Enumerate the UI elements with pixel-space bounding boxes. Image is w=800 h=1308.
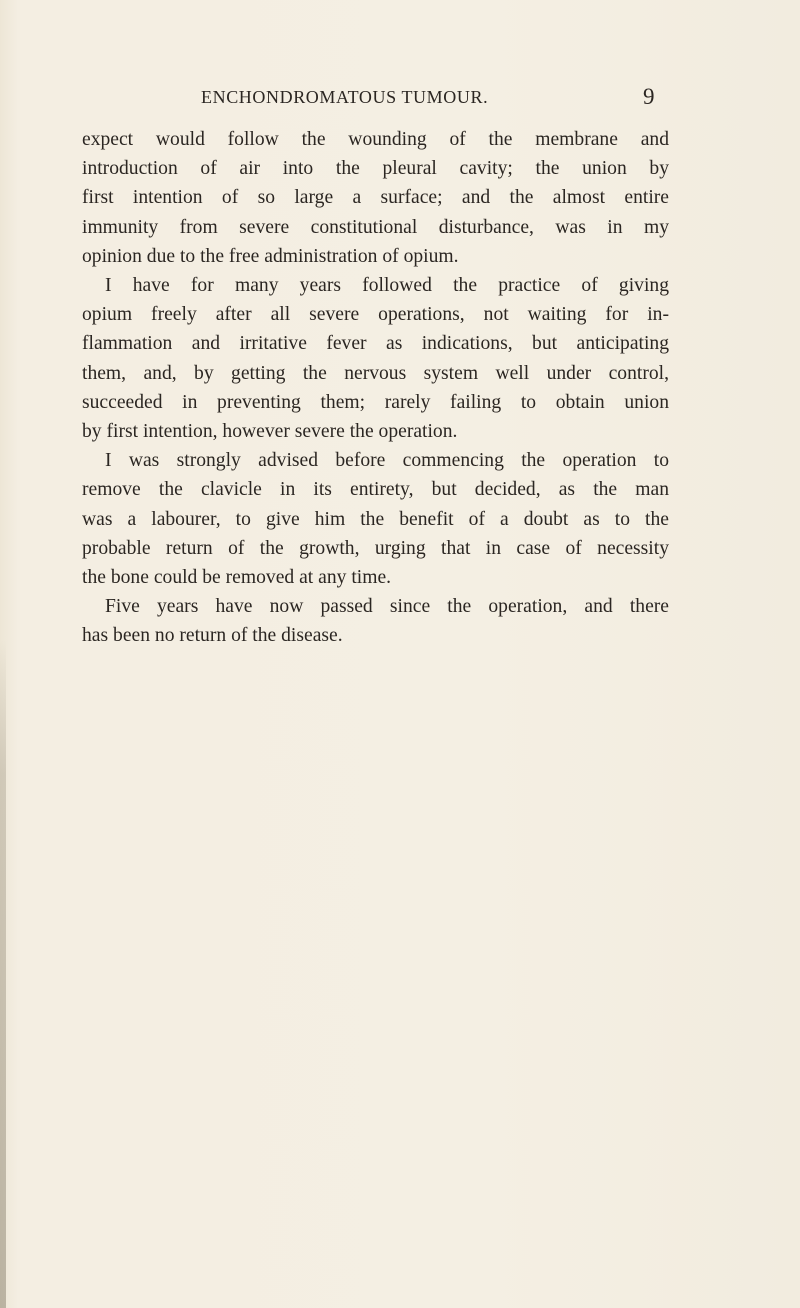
page-number: 9 — [643, 84, 655, 109]
text-line: opium freely after all severe operations, not waiting for in- — [82, 304, 669, 326]
body-text — [82, 125, 669, 651]
text-line: opinion due to the free administration of opium. — [82, 245, 459, 267]
text-line: was a labourer, to give him the benefit of a doubt as to the — [82, 508, 669, 530]
text-line: first intention of so large a surface; and the almost entire — [82, 187, 669, 209]
text-line: I was strongly advised before commencing the operation to — [105, 450, 669, 472]
paragraph-1 — [82, 125, 669, 271]
text-line: introduction of air into the pleural cavity; the union by — [82, 158, 669, 180]
page-binding-shadow — [0, 640, 6, 1308]
text-line: probable return of the growth, urging that in case of necessity — [82, 537, 669, 559]
text-line: by first intention, however severe the operation. — [82, 421, 458, 443]
text-line: remove the clavicle in its entirety, but decided, as the man — [82, 479, 669, 501]
running-title: ENCHONDROMATOUS TUMOUR. — [201, 87, 489, 107]
text-line: Five years have now passed since the operation, and there — [105, 596, 669, 618]
paragraph-3 — [82, 446, 669, 592]
text-line: expect would follow the wounding of the membrane and — [82, 129, 669, 150]
text-line: succeeded in preventing them; rarely failing to obtain union — [82, 391, 669, 413]
paragraph-2 — [82, 271, 669, 446]
paragraph-4 — [82, 592, 669, 650]
text-line: has been no return of the disease. — [82, 625, 343, 647]
text-line: I have for many years followed the practice of giving — [105, 275, 669, 297]
text-line: the bone could be removed at any time. — [82, 567, 392, 589]
text-line: immunity from severe constitutional disturbance, was in my — [82, 216, 669, 238]
text-line: them, and, by getting the nervous system well under control, — [82, 362, 669, 384]
text-line: flammation and irritative fever as indications, but anticipating — [82, 333, 669, 355]
running-head — [0, 84, 800, 117]
